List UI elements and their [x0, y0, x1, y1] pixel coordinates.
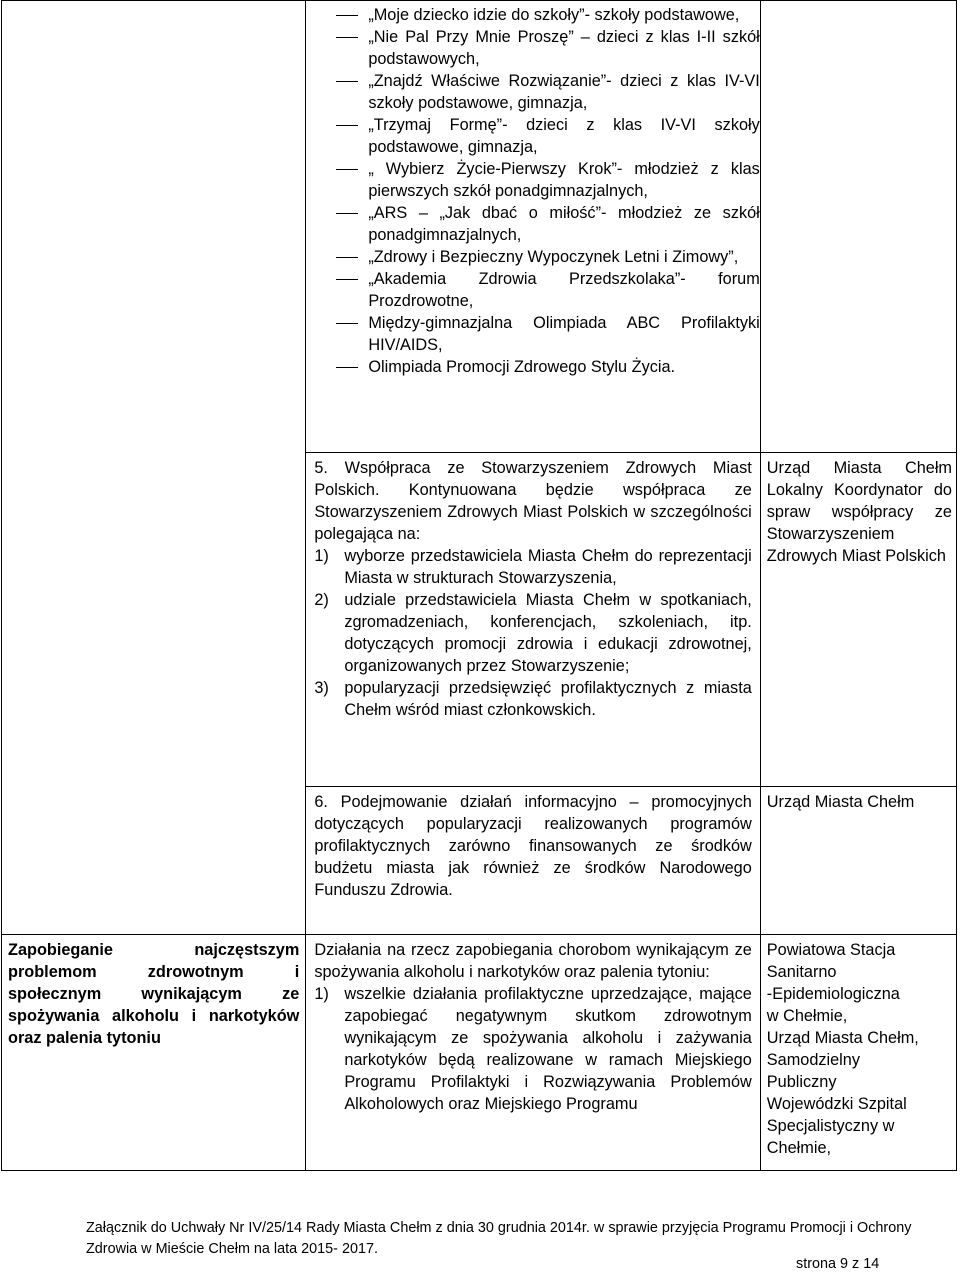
programs-list	[306, 1, 759, 378]
item6-responsible: Urząd Miasta Chełm	[766, 793, 915, 811]
item-text: popularyzacji przedsięwzięć profilaktycznych z miasta Chełm wśród miast członkowskich.	[344, 679, 752, 719]
item-number: 2)	[314, 591, 329, 609]
item5-responsible-cell	[760, 453, 956, 787]
program-table	[1, 0, 957, 1171]
responsible-line: Samodzielny	[766, 1051, 860, 1069]
list-item	[314, 983, 751, 1115]
task-responsible	[761, 935, 956, 1163]
page-footer: Załącznik do Uchwały Nr IV/25/14 Rady Miasta Chełm z dnia 30 grudnia 2014r. w sprawie przyjęcia Programu Promocji i Ochrony Zdrowia w Mieście Chełm na lata 2015- 2017.	[86, 1220, 912, 1257]
responsible-line: Urząd Miasta Chełm,	[766, 1029, 919, 1047]
list-item: „Zdrowy i Bezpieczny Wypoczynek Letni i Zimowy”,	[306, 246, 759, 268]
task-responsible-cell	[760, 935, 956, 1171]
item-text: wszelkie działania profilaktyczne uprzedzające, mające zapobiegać negatywnym skutkom zdrowotnym wynikającym ze spożywania alkoholu i zażywania narkotyków będą realizowane w ramach Miejskiego Programu Profilaktyki i Rozwiązywania Problemów Alkoholowych oraz Miejskiego Programu	[344, 985, 752, 1113]
list-item: „Trzymaj Formę”- dzieci z klas IV-VI szkoły podstawowe, gimnazja,	[306, 114, 759, 158]
list-item: „ARS – „Jak dbać o miłość”- młodzież ze szkół ponadgimnazjalnych,	[306, 202, 759, 246]
responsible-line: Specjalistyczny w	[766, 1117, 895, 1135]
responsible-cell-empty	[760, 1, 956, 453]
list-item: „Moje dziecko idzie do szkoły”- szkoły podstawowe,	[306, 4, 759, 26]
item6-responsible-cell	[760, 787, 956, 935]
task-title-cell	[2, 935, 306, 1171]
responsible-line: Powiatowa Stacja	[766, 941, 896, 959]
item6-cell	[306, 787, 760, 935]
item5-responsible: Urząd Miasta Chełm Lokalny Koordynator do spraw współpracy ze Stowarzyszeniem Zdrowych Miast Polskich	[766, 459, 952, 565]
task-intro: Działania na rzecz zapobiegania chorobom wynikającym ze spożywania alkoholu i narkotyków oraz palenia tytoniu:	[314, 941, 752, 981]
item-text: wyborze przedstawiciela Miasta Chełm do reprezentacji Miasta w strukturach Stowarzyszenia,	[344, 547, 752, 587]
item-number: 3)	[314, 679, 329, 697]
item5-intro: 5. Współpraca ze Stowarzyszeniem Zdrowych Miast Polskich. Kontynuowana będzie współpraca ze Stowarzyszeniem Zdrowych Miast Polskich w szczególności polegająca na:	[314, 459, 752, 543]
programs-list-cell	[306, 1, 760, 453]
page-number: strona 9 z 14	[796, 1256, 880, 1272]
task-cell-empty	[2, 1, 306, 935]
item5-cell	[306, 453, 760, 787]
task-actions-cell	[306, 935, 760, 1171]
task-title: Zapobieganie najczęstszym problemom zdrowotnym i społecznym wynikającym ze spożywania alkoholu i narkotyków oraz palenia tytoniu	[8, 941, 300, 1047]
list-item: „Akademia Zdrowia Przedszkolaka”- forum Prozdrowotne,	[306, 268, 759, 312]
list-item	[314, 677, 751, 721]
responsible-line: Wojewódzki Szpital	[766, 1095, 907, 1113]
list-item	[314, 589, 751, 677]
responsible-line: Chełmie,	[766, 1139, 832, 1157]
item6-text: 6. Podejmowanie działań informacyjno – promocyjnych dotyczących popularyzacji realizowanych programów profilaktycznych zarówno finansowanych ze środków budżetu miasta jak również ze środków Narodowego Funduszu Zdrowia.	[314, 793, 752, 899]
item-number: 1)	[314, 547, 329, 565]
list-item	[314, 545, 751, 589]
item-number: 1)	[314, 985, 329, 1003]
list-item: Olimpiada Promocji Zdrowego Stylu Życia.	[306, 356, 759, 378]
list-item: „ Wybierz Życie-Pierwszy Krok”- młodzież z klas pierwszych szkół ponadgimnazjalnych,	[306, 158, 759, 202]
table-row	[2, 935, 957, 1171]
responsible-line: w Chełmie,	[766, 1007, 848, 1025]
table-row	[2, 1, 957, 453]
responsible-line: Publiczny	[766, 1073, 837, 1091]
list-item: Między-gimnazjalna Olimpiada ABC Profilaktyki HIV/AIDS,	[306, 312, 759, 356]
responsible-line: -Epidemiologiczna	[766, 985, 900, 1003]
list-item: „Znajdź Właściwe Rozwiązanie”- dzieci z klas IV-VI szkoły podstawowe, gimnazja,	[306, 70, 759, 114]
responsible-line: Sanitarno	[766, 963, 837, 981]
item-text: udziale przedstawiciela Miasta Chełm w spotkaniach, zgromadzeniach, konferencjach, szkoleniach, itp. dotyczących promocji zdrowia i edukacji zdrowotnej, organizowanych przez Stowarzyszenie;	[344, 591, 752, 675]
list-item: „Nie Pal Przy Mnie Proszę” – dzieci z klas I-II szkół podstawowych,	[306, 26, 759, 70]
